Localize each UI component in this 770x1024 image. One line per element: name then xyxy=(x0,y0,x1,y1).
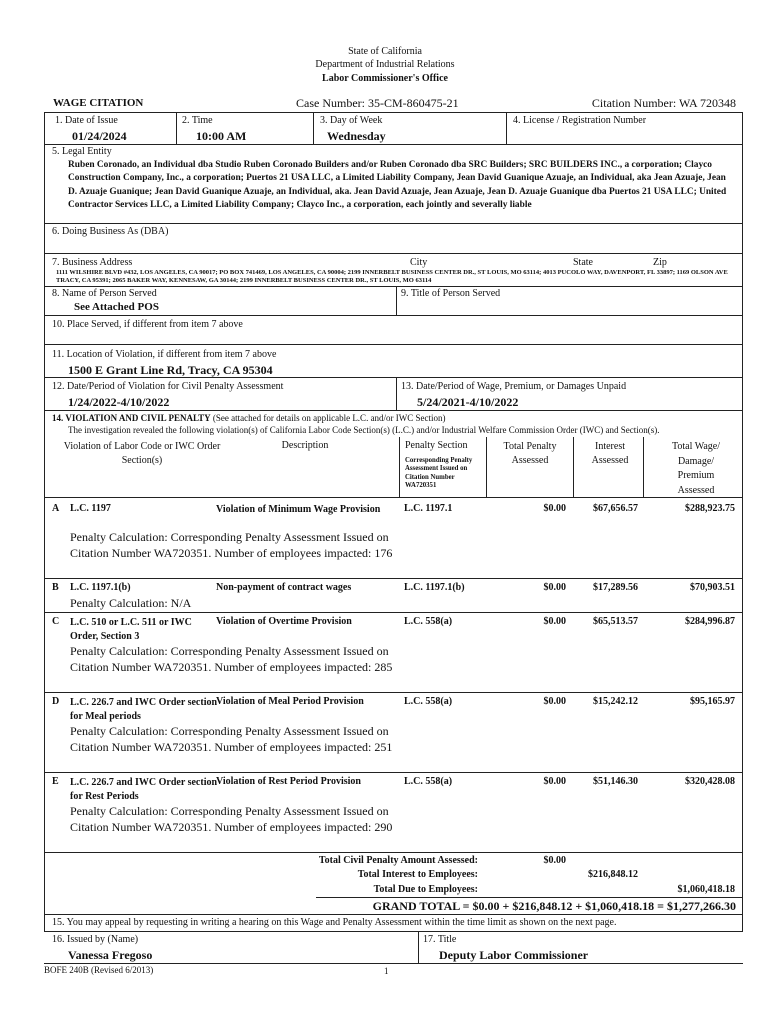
rule xyxy=(44,497,743,498)
row-description: Violation of Meal Period Provision xyxy=(216,696,364,707)
dba-label: 6. Doing Business As (DBA) xyxy=(52,226,169,237)
title-label: 17. Title xyxy=(423,934,457,945)
row-penalty-calculation: Penalty Calculation: Corresponding Penalty Assessment Issued on Citation Number WA720351. Number of employees impacted: 285 xyxy=(70,644,393,674)
legal-entity-value: Ruben Coronado, an Individual dba Studio Ruben Coronado Builders and/or Ruben Coronado dba SRC Builders; SRC BUILDERS INC., a corporation; Clayco Construction Company, Inc., a corporation; Puertos 21 USA LLC, a Limited Liability Company, Jean David Guanique Azuaje, an Individual, aka Jean Azuaje, Jean D. Azuaje Guanique; Jean David Guanique Azuaje, an Individual, aka. Jean David Azuaje, Jean Azuaje, Jean D. Azuaje Guanique dba Puertos 21 USA LLC; United Contractor Services LLC, a Limited Liability Company; Clayco Inc., a corporation, each jointly and severally liable xyxy=(68,160,727,210)
row-code: L.C. 226.7 and IWC Order section for Rest Periods xyxy=(70,777,218,802)
rule xyxy=(44,914,743,915)
rule xyxy=(44,963,743,964)
violation-heading xyxy=(52,413,446,423)
rule xyxy=(44,144,743,145)
citation-title: WAGE CITATION xyxy=(53,97,144,109)
date-of-issue-value: 01/24/2024 xyxy=(72,129,127,143)
rule xyxy=(573,437,574,497)
case-number: Case Number: 35-CM-860475-21 xyxy=(296,96,459,110)
row-penalty: $0.00 xyxy=(543,616,566,627)
business-address-label: 7. Business Address xyxy=(52,257,133,268)
rule xyxy=(44,344,743,345)
row-penalty: $0.00 xyxy=(543,582,566,593)
total-civil-value: $0.00 xyxy=(543,855,566,866)
time-label: 2. Time xyxy=(182,115,213,126)
total-interest-label: Total Interest to Employees: xyxy=(357,869,478,880)
business-address-value: 1111 WILSHIRE BLVD #432, LOS ANGELES, CA 90017; PO BOX 741469, LOS ANGELES, CA 90004; 2199 INNERBELT BUSINESS CENTER DR., ST LOUIS, MO 63114; 4013 PUCOLO WAY, DAVENPORT, FL 33897; 1169 OLSON AVE TRACY, CA 95391; 2065 BAKER WAY, KENNESAW, GA 30144; 2199 INNERBELT BUSINESS CENTER DR., ST LOUIS, MO 63114 xyxy=(56,269,728,284)
row-section: L.C. 558(a) xyxy=(404,776,453,787)
place-served-label: 10. Place Served, if different from item 7 above xyxy=(52,319,243,330)
row-letter: E xyxy=(52,776,59,787)
rule xyxy=(44,410,743,411)
wage-period-label: 13. Date/Period of Wage, Premium, or Damages Unpaid xyxy=(401,381,627,392)
rule xyxy=(44,377,743,378)
rule xyxy=(44,692,743,693)
row-code: L.C. 1197.1(b) xyxy=(70,582,131,593)
violation-period-label: 12. Date/Period of Violation for Civil Penalty Assessment xyxy=(52,381,284,392)
rule xyxy=(399,437,400,497)
person-served-label: 8. Name of Person Served xyxy=(52,288,157,299)
frame-left xyxy=(44,112,45,931)
rule xyxy=(44,931,743,932)
rule xyxy=(44,612,743,613)
total-interest-value: $216,848.12 xyxy=(588,869,638,880)
row-code: L.C. 1197 xyxy=(70,503,111,514)
row-penalty: $0.00 xyxy=(543,696,566,707)
total-due-value: $1,060,418.18 xyxy=(677,884,735,895)
rule xyxy=(44,578,743,579)
grand-total: GRAND TOTAL = $0.00 + $216,848.12 + $1,060,418.18 = $1,277,266.30 xyxy=(372,899,736,913)
row-penalty-calculation: Penalty Calculation: Corresponding Penalty Assessment Issued on Citation Number WA720351. Number of employees impacted: 251 xyxy=(70,724,393,754)
state-label: State xyxy=(573,257,593,268)
col-description-header: Description xyxy=(281,440,329,451)
violation-period-value: 1/24/2022-4/10/2022 xyxy=(68,395,170,409)
rule xyxy=(396,286,397,315)
col-total-wage-header: Total Wage/ Damage/ Premium Assessed xyxy=(671,441,721,496)
col-penalty-section-header: Penalty Section xyxy=(405,440,468,451)
rule xyxy=(396,377,397,410)
license-label: 4. License / Registration Number xyxy=(513,115,647,126)
col-violation-header: Violation of Labor Code or IWC Order Section(s) xyxy=(63,441,221,466)
row-letter: A xyxy=(52,503,60,514)
rule xyxy=(316,897,743,898)
location-value: 1500 E Grant Line Rd, Tracy, CA 95304 xyxy=(68,363,273,377)
rule xyxy=(44,112,743,113)
row-code: L.C. 510 or L.C. 511 or IWC Order, Section 3 xyxy=(70,617,192,642)
row-penalty-calculation: Penalty Calculation: N/A xyxy=(70,596,192,610)
rule xyxy=(44,253,743,254)
form-id: BOFE 240B (Revised 6/2013) xyxy=(44,965,154,975)
rule xyxy=(418,931,419,964)
row-letter: C xyxy=(52,616,60,627)
row-interest: $51,146.30 xyxy=(593,776,638,787)
row-penalty: $0.00 xyxy=(543,776,566,787)
row-interest: $67,656.57 xyxy=(593,503,638,514)
day-of-week-label: 3. Day of Week xyxy=(320,115,383,126)
row-wage: $95,165.97 xyxy=(690,696,735,707)
page-number: 1 xyxy=(384,966,389,976)
zip-label: Zip xyxy=(653,257,667,268)
col-penalty-section-sub: Corresponding Penalty Assessment Issued on Citation Number WA720351 xyxy=(405,457,473,490)
row-interest: $65,513.57 xyxy=(593,616,638,627)
issued-by-label: 16. Issued by (Name) xyxy=(52,934,139,945)
violation-heading-title: 14. VIOLATION AND CIVIL PENALTY xyxy=(52,413,211,423)
row-wage: $70,903.51 xyxy=(690,582,735,593)
header-state: State of California xyxy=(348,46,422,57)
issued-by-value: Vanessa Fregoso xyxy=(68,948,153,962)
legal-entity-label: 5. Legal Entity xyxy=(52,146,112,157)
row-penalty-calculation: Penalty Calculation: Corresponding Penalty Assessment Issued on Citation Number WA720351. Number of employees impacted: 176 xyxy=(70,530,393,560)
person-served-value: See Attached POS xyxy=(74,301,159,313)
appeal-note: 15. You may appeal by requesting in writing a hearing on this Wage and Penalty Assessment within the time limit as shown on the next page. xyxy=(52,917,617,928)
rule xyxy=(44,223,743,224)
rule xyxy=(176,112,177,144)
rule xyxy=(44,772,743,773)
date-of-issue-label: 1. Date of Issue xyxy=(55,115,118,126)
citation-number: Citation Number: WA 720348 xyxy=(591,96,736,110)
rule xyxy=(506,112,507,144)
row-description: Violation of Minimum Wage Provision xyxy=(216,504,381,515)
row-letter: B xyxy=(52,582,59,593)
row-section: L.C. 558(a) xyxy=(404,616,453,627)
row-description: Violation of Rest Period Provision xyxy=(216,776,361,787)
city-label: City xyxy=(410,257,428,268)
violation-intro: The investigation revealed the following violation(s) of California Labor Code Section(s) (L.C.) and/or Industrial Welfare Commission Order (IWC) and Section(s). xyxy=(68,425,660,435)
rule xyxy=(643,437,644,497)
row-code: L.C. 226.7 and IWC Order section for Meal periods xyxy=(70,697,218,722)
row-description: Non-payment of contract wages xyxy=(216,582,352,593)
title-value: Deputy Labor Commissioner xyxy=(439,948,589,962)
total-due-label: Total Due to Employees: xyxy=(373,884,478,895)
header-office: Labor Commissioner's Office xyxy=(322,73,448,84)
title-served-label: 9. Title of Person Served xyxy=(401,288,501,299)
row-interest: $15,242.12 xyxy=(593,696,638,707)
row-wage: $320,428.08 xyxy=(685,776,735,787)
frame-right xyxy=(742,112,743,931)
time-value: 10:00 AM xyxy=(196,129,247,143)
row-section: L.C. 1197.1 xyxy=(404,503,453,514)
col-interest-header: Interest Assessed xyxy=(591,441,629,466)
rule xyxy=(44,286,743,287)
row-wage: $284,996.87 xyxy=(685,616,735,627)
wage-period-value: 5/24/2021-4/10/2022 xyxy=(417,395,519,409)
row-interest: $17,289.56 xyxy=(593,582,638,593)
row-letter: D xyxy=(52,696,60,707)
total-civil-label: Total Civil Penalty Amount Assessed: xyxy=(318,855,478,866)
rule xyxy=(486,437,487,497)
violation-heading-note: (See attached for details on applicable L.C. and/or IWC Section) xyxy=(212,413,446,423)
rule xyxy=(313,112,314,144)
rule xyxy=(44,852,743,853)
row-description: Violation of Overtime Provision xyxy=(216,616,352,627)
row-penalty-calculation: Penalty Calculation: Corresponding Penalty Assessment Issued on Citation Number WA720351. Number of employees impacted: 290 xyxy=(70,804,393,834)
location-label: 11. Location of Violation, if different from item 7 above xyxy=(52,349,277,360)
row-section: L.C. 1197.1(b) xyxy=(404,582,465,593)
col-total-penalty-header: Total Penalty Assessed xyxy=(503,441,557,466)
row-section: L.C. 558(a) xyxy=(404,696,453,707)
row-wage: $288,923.75 xyxy=(685,503,735,514)
header-department: Department of Industrial Relations xyxy=(315,59,455,70)
row-penalty: $0.00 xyxy=(543,503,566,514)
rule xyxy=(44,315,743,316)
day-of-week-value: Wednesday xyxy=(327,129,386,143)
